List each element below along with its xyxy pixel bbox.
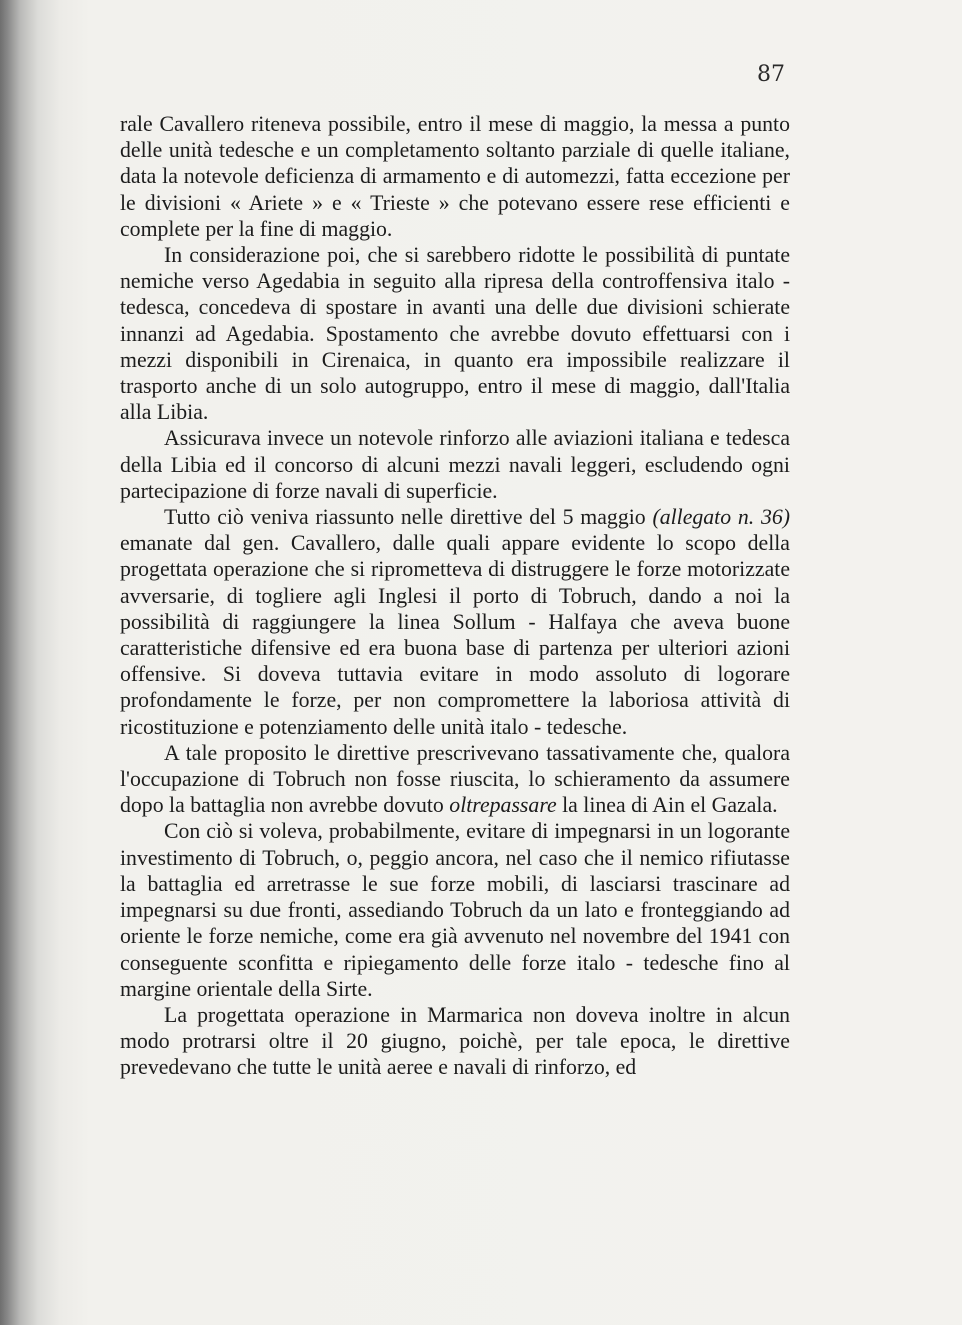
emphasized-word: oltrepassare: [449, 793, 557, 818]
paragraph-5: [120, 740, 790, 819]
paragraph-7: La progettata operazione in Marmarica non doveva inoltre in alcun modo protrarsi oltre il 20 giugno, poichè, per tale epoca, le direttive prevedevano che tutte le unità aeree e navali di rinforzo, ed: [120, 1002, 790, 1080]
paragraph-3: Assicurava invece un notevole rinforzo alle aviazioni italiana e tedesca della Libia ed il concorso di alcuni mezzi navali leggeri, escludendo ogni partecipazione di forze navali di superficie.: [120, 426, 790, 503]
paragraph-4: [120, 504, 790, 740]
paragraph-5-text-before: A tale proposito le direttive prescrivevano tassativamente che, qualora l'occupazione di Tobruch non fosse riuscita, lo schieramento da assumere dopo la battaglia non avrebbe dovuto: [120, 740, 790, 818]
paragraph-4-text-after: emanate dal gen. Cavallero, dalle quali appare evidente lo scopo della progettata operazione che si riprometteva di distruggere le forze motorizzate avversarie, di togliere agli Inglesi il porto di Tobruch, dando a noi la possibilità di raggiungere la linea Sollum - Halfaya che aveva buone caratteristiche difensive ed era buona base di partenza per ulteriori azioni offensive. Si doveva tuttavia evitare in modo assoluto di logorare profondamente le forze, per non compromettere la laboriosa attività di ricostituzione e potenziamento delle unità italo - tedesche.: [120, 531, 790, 739]
paragraph-4-text-before: Tutto ciò veniva riassunto nelle direttive del 5 maggio: [164, 505, 653, 530]
paragraph-2: In considerazione poi, che si sarebbero ridotte le possibilità di puntate nemiche verso Agedabia in seguito alla ripresa della controffensiva italo - tedesca, concedeva di spostare in avanti una delle due divisioni schierate innanzi ad Agedabia. Spostamento che avrebbe dovuto effettuarsi con i mezzi disponibili in Cirenaica, in quanto era impossibile realizzare il trasporto anche di un solo autogruppo, entro il mese di maggio, dall'Italia alla Libia.: [120, 243, 790, 425]
paragraph-1: rale Cavallero riteneva possibile, entro il mese di maggio, la messa a punto delle unità tedesche e un completamento soltanto parziale di quelle italiane, data la notevole deficienza di armamento e di automezzi, fatta eccezione per le divisioni « Ariete » e « Trieste » che potevano essere rese efficienti e complete per la fine di maggio.: [120, 112, 790, 241]
paragraph-5-text-after: la linea di Ain el Gazala.: [556, 793, 778, 818]
page-number: 87: [757, 62, 785, 87]
paragraph-6: Con ciò si voleva, probabilmente, evitare di impegnarsi in un logorante investimento di Tobruch, o, peggio ancora, nel caso che il nemico rifiutasse la battaglia ed arretrasse le sue forze mobili, di lasciarsi trascinare ad impegnarsi su due fronti, assediando Tobruch da un lato e fronteggiando ad oriente le forze nemiche, come era già avvenuto nel novembre del 1941 con conseguente sconfitta e ripiegamento delle forze italo - tedesche fino al margine orientale della Sirte.: [120, 819, 790, 1001]
body-text: [120, 111, 790, 1081]
annex-reference: (allegato n. 36): [652, 505, 791, 530]
